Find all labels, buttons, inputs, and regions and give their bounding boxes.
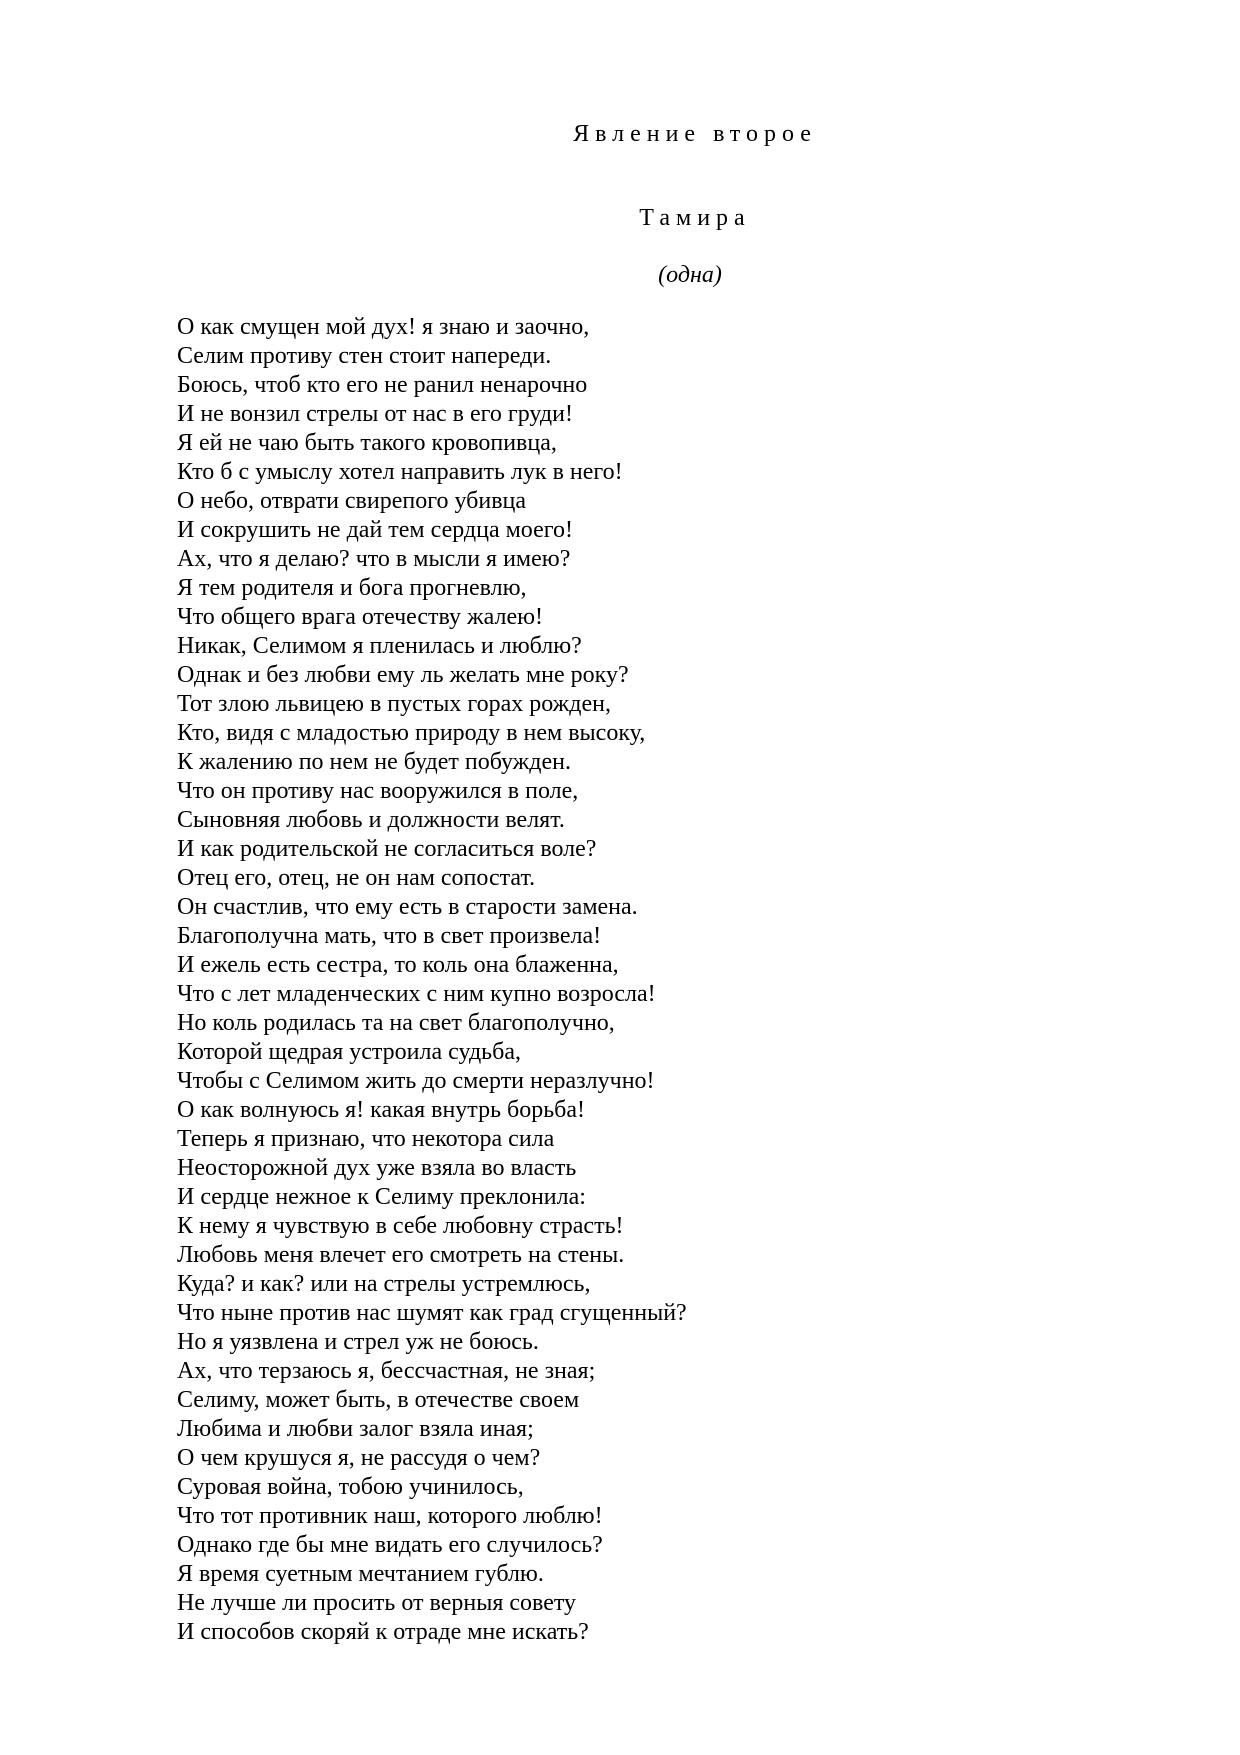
verse-line: Что с лет младенческих с ним купно возросла!	[177, 981, 656, 1007]
verse-line: Теперь я признаю, что некотора сила	[177, 1126, 555, 1152]
verse-line: Отец его, отец, не он нам сопостат.	[177, 865, 536, 891]
verse-line: Неосторожной дух уже взяла во власть	[177, 1155, 577, 1181]
speaker-name: Тамира	[639, 205, 751, 231]
verse-line: Что он противу нас вооружился в поле,	[177, 778, 579, 804]
verse-line: Не лучше ли просить от верныя совету	[177, 1590, 577, 1616]
verse-line: Суровая война, тобою учинилось,	[177, 1474, 524, 1500]
verse-line: И не вонзил стрелы от нас в его груди!	[177, 401, 573, 427]
verse-line: Но коль родилась та на свет благополучно,	[177, 1010, 615, 1036]
verse-line: О как смущен мой дух! я знаю и заочно,	[177, 314, 590, 340]
verse-line: Любовь меня влечет его смотреть на стены.	[177, 1242, 625, 1268]
verse-line: Я тем родителя и бога прогневлю,	[177, 575, 527, 601]
verse-line: К нему я чувствую в себе любовну страсть!	[177, 1213, 624, 1239]
scene-title: Явление второе	[573, 121, 817, 147]
verse-line: О небо, отврати свирепого убивца	[177, 488, 527, 514]
verse-line: Я время суетным мечтанием гублю.	[177, 1561, 544, 1587]
verse-line: Ах, что я делаю? что в мысли я имею?	[177, 546, 571, 572]
verse-line: Но я уязвлена и стрел уж не боюсь.	[177, 1329, 539, 1355]
verse-line: Кто б с умыслу хотел направить лук в него!	[177, 459, 623, 485]
verse-line: Кто, видя с младостью природу в нем высоку,	[177, 720, 646, 746]
verse-line: Чтобы с Селимом жить до смерти неразлучно!	[177, 1068, 655, 1094]
verse-line: Что общего врага отечеству жалею!	[177, 604, 544, 630]
verse-line: Куда? и как? или на стрелы устремлюсь,	[177, 1271, 591, 1297]
verse-line: Любима и любви залог взяла иная;	[177, 1416, 534, 1442]
verse-line: Боюсь, чтоб кто его не ранил ненарочно	[177, 372, 588, 398]
verse-line: Которой щедрая устроила судьба,	[177, 1039, 521, 1065]
verse-line: К жалению по нем не будет побужден.	[177, 749, 571, 775]
verse-line: И ежель есть сестра, то коль она блаженна,	[177, 952, 619, 978]
verse-line: Никак, Селимом я пленилась и люблю?	[177, 633, 582, 659]
verse-line: Что тот противник наш, которого люблю!	[177, 1503, 603, 1529]
verse-line: И как родительской не согласиться воле?	[177, 836, 597, 862]
verse-line: Тот злою львицею в пустых горах рожден,	[177, 691, 611, 717]
verse-line: Однак и без любви ему ль желать мне року?	[177, 662, 629, 688]
verse-line: Селим противу стен стоит напереди.	[177, 343, 552, 369]
verse-line: Однако где бы мне видать его случилось?	[177, 1532, 603, 1558]
verse-line: Селиму, может быть, в отечестве своем	[177, 1387, 580, 1413]
stage-direction: (одна)	[658, 262, 722, 288]
verse-line: И сердце нежное к Селиму преклонила:	[177, 1184, 586, 1210]
verse-line: И способов скоряй к отраде мне искать?	[177, 1619, 589, 1645]
verse-line: Благополучна мать, что в свет произвела!	[177, 923, 602, 949]
verse-line: Что ныне против нас шумят как град сгущенный?	[177, 1300, 687, 1326]
verse-line: И сокрушить не дай тем сердца моего!	[177, 517, 573, 543]
verse-line: Ах, что терзаюсь я, бессчастная, не зная;	[177, 1358, 596, 1384]
verse-line: О чем крушуся я, не рассудя о чем?	[177, 1445, 541, 1471]
verse-block	[177, 313, 1077, 1647]
verse-line: Он счастлив, что ему есть в старости замена.	[177, 894, 638, 920]
verse-line: Сыновняя любовь и должности велят.	[177, 807, 565, 833]
verse-line: Я ей не чаю быть такого кровопивца,	[177, 430, 557, 456]
verse-line: О как волнуюсь я! какая внутрь борьба!	[177, 1097, 586, 1123]
